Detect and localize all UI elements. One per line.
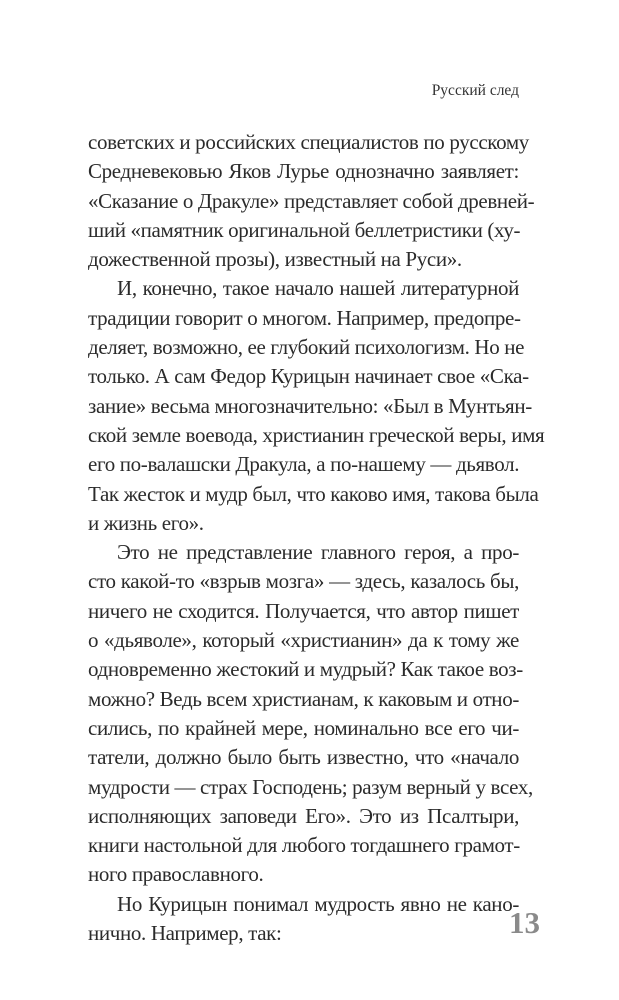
text-line: татели, должно было быть известно, что «начало: [88, 745, 519, 770]
paragraph: [88, 538, 533, 890]
text-line: Но Курицын понимал мудрость явно не кано-: [117, 891, 519, 916]
text-line: сились, по крайней мере, номинально все его чи-: [88, 715, 519, 740]
page-number: 13: [509, 905, 540, 940]
text-line: нично. Например, так:: [88, 921, 282, 946]
text-line: советских и российских специалистов по русскому: [88, 130, 529, 154]
text-line: только. А сам Федор Курицын начинает свое «Ска-: [88, 364, 529, 389]
text-line: книги настольной для любого тогдашнего грамот-: [88, 833, 520, 858]
text-line: зание» весьма многозначительно: «Был в Мунтьян-: [88, 393, 532, 418]
text-line: его по-валашски Дракула, а по-нашему — дьявол.: [88, 452, 520, 477]
text-line: о «дьяволе», который «христианин» да к тому же: [88, 628, 519, 653]
paragraph: [88, 128, 535, 274]
text-line: и жизнь его».: [88, 510, 204, 535]
text-line: ного православного.: [88, 862, 264, 887]
text-line: деляет, возможно, ее глубокий психологизм. Но не: [88, 335, 525, 360]
text-line: Так жесток и мудр был, что каково имя, такова была: [88, 481, 539, 506]
text-line: Это не представление главного героя, а про-: [117, 540, 519, 565]
text-line: дожественной прозы), известный на Руси».: [88, 247, 462, 272]
text-line: можно? Ведь всем христианам, к каковым и отно-: [88, 686, 519, 711]
paragraph: [88, 890, 519, 949]
text-line: традиции говорит о многом. Например, предопре-: [88, 305, 521, 330]
text-line: мудрости — страх Господень; разум верный у всех,: [88, 774, 533, 799]
text-line: ничего не сходится. Получается, что автор пишет: [88, 598, 519, 623]
text-line: И, конечно, такое начало нашей литературной: [117, 276, 519, 301]
text-line: ской земле воевода, христианин греческой веры, имя: [88, 422, 545, 447]
text-line: Средневековью Яков Лурье однозначно заявляет:: [88, 159, 519, 184]
running-header: Русский след: [431, 82, 519, 99]
text-line: исполняющих заповеди Его». Это из Псалтыри,: [88, 803, 519, 828]
text-line: одновременно жестокий и мудрый? Как такое воз-: [88, 657, 523, 682]
text-line: сто какой-то «взрыв мозга» — здесь, казалось бы,: [88, 569, 519, 594]
text-line: «Сказание о Дракуле» представляет собой древней-: [88, 188, 535, 213]
paragraph: [88, 274, 545, 538]
text-line: ший «памятник оригинальной беллетристики (ху-: [88, 217, 521, 242]
